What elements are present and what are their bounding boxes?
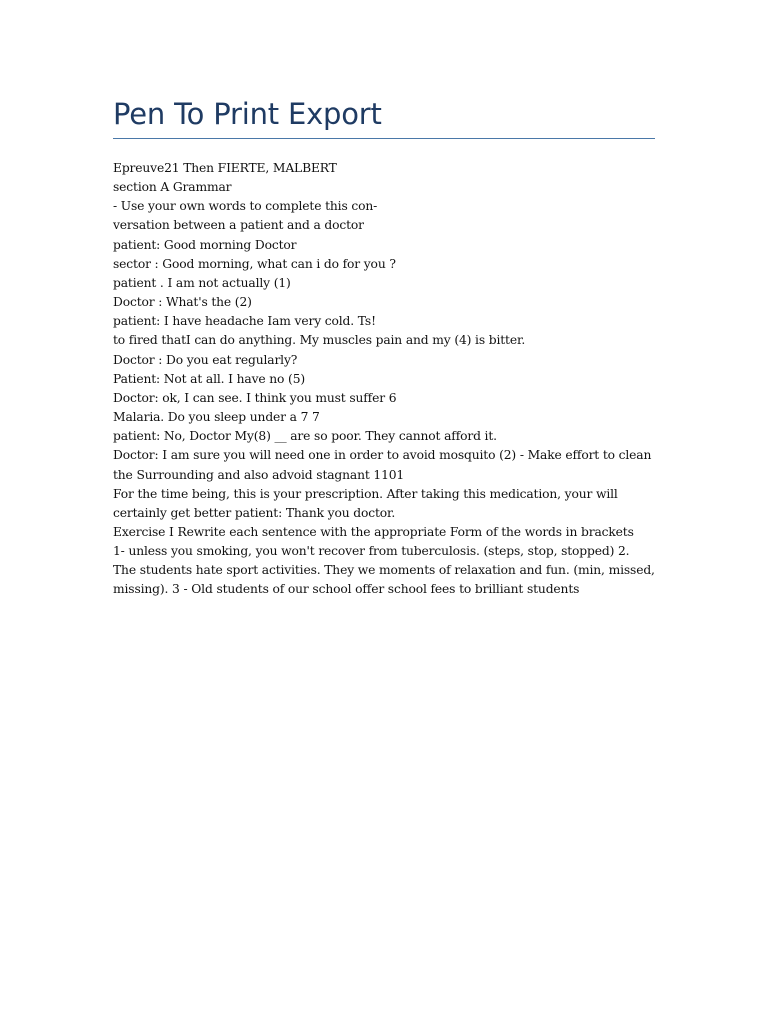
text-line: patient: No, Doctor My(8) __ are so poor. They cannot afford it. (113, 429, 497, 444)
text-line: Doctor : Do you eat regularly? (113, 352, 298, 367)
text-paragraph: Doctor: I am sure you will need one in order to avoid mosquito (2) - Make effort to clean the Surrounding and also advoid stagnant 1101 (113, 448, 652, 482)
text-line: Doctor : What's the (2) (113, 295, 252, 310)
title-divider (113, 138, 655, 139)
text-line: patient . I am not actually (1) (113, 275, 291, 290)
document-body (113, 159, 655, 600)
text-line: patient: I have headache Iam very cold. Ts! (113, 314, 376, 329)
text-line: to fired thatI can do anything. My muscles pain and my (4) is bitter. (113, 333, 526, 348)
text-paragraph: Exercise I Rewrite each sentence with the appropriate Form of the words in brackets (113, 524, 634, 539)
text-line: patient: Good morning Doctor (113, 237, 297, 252)
text-line: Malaria. Do you sleep under a 7 7 (113, 410, 320, 425)
text-paragraph: 1- unless you smoking, you won't recover from tuberculosis. (steps, stop, stopped) 2. The students hate sport activities. They we moments of relaxation and fun. (min, missed, missing). 3 - Old students of our school offer school fees to brilliant students (113, 544, 655, 597)
text-line: sector : Good morning, what can i do for you ? (113, 256, 396, 271)
text-paragraph: For the time being, this is your prescription. After taking this medication, your will certainly get better patient: Thank you doctor. (113, 486, 618, 520)
text-line: - Use your own words to complete this con- (113, 199, 378, 214)
text-line: Doctor: ok, I can see. I think you must suffer 6 (113, 390, 397, 405)
text-line: Epreuve21 Then FIERTE, MALBERT (113, 161, 337, 175)
text-line: Patient: Not at all. I have no (5) (113, 371, 306, 386)
document-page (113, 96, 655, 600)
text-line: versation between a patient and a doctor (113, 218, 364, 233)
text-line: section A Grammar (113, 180, 232, 195)
document-title: Pen To Print Export (113, 97, 382, 131)
